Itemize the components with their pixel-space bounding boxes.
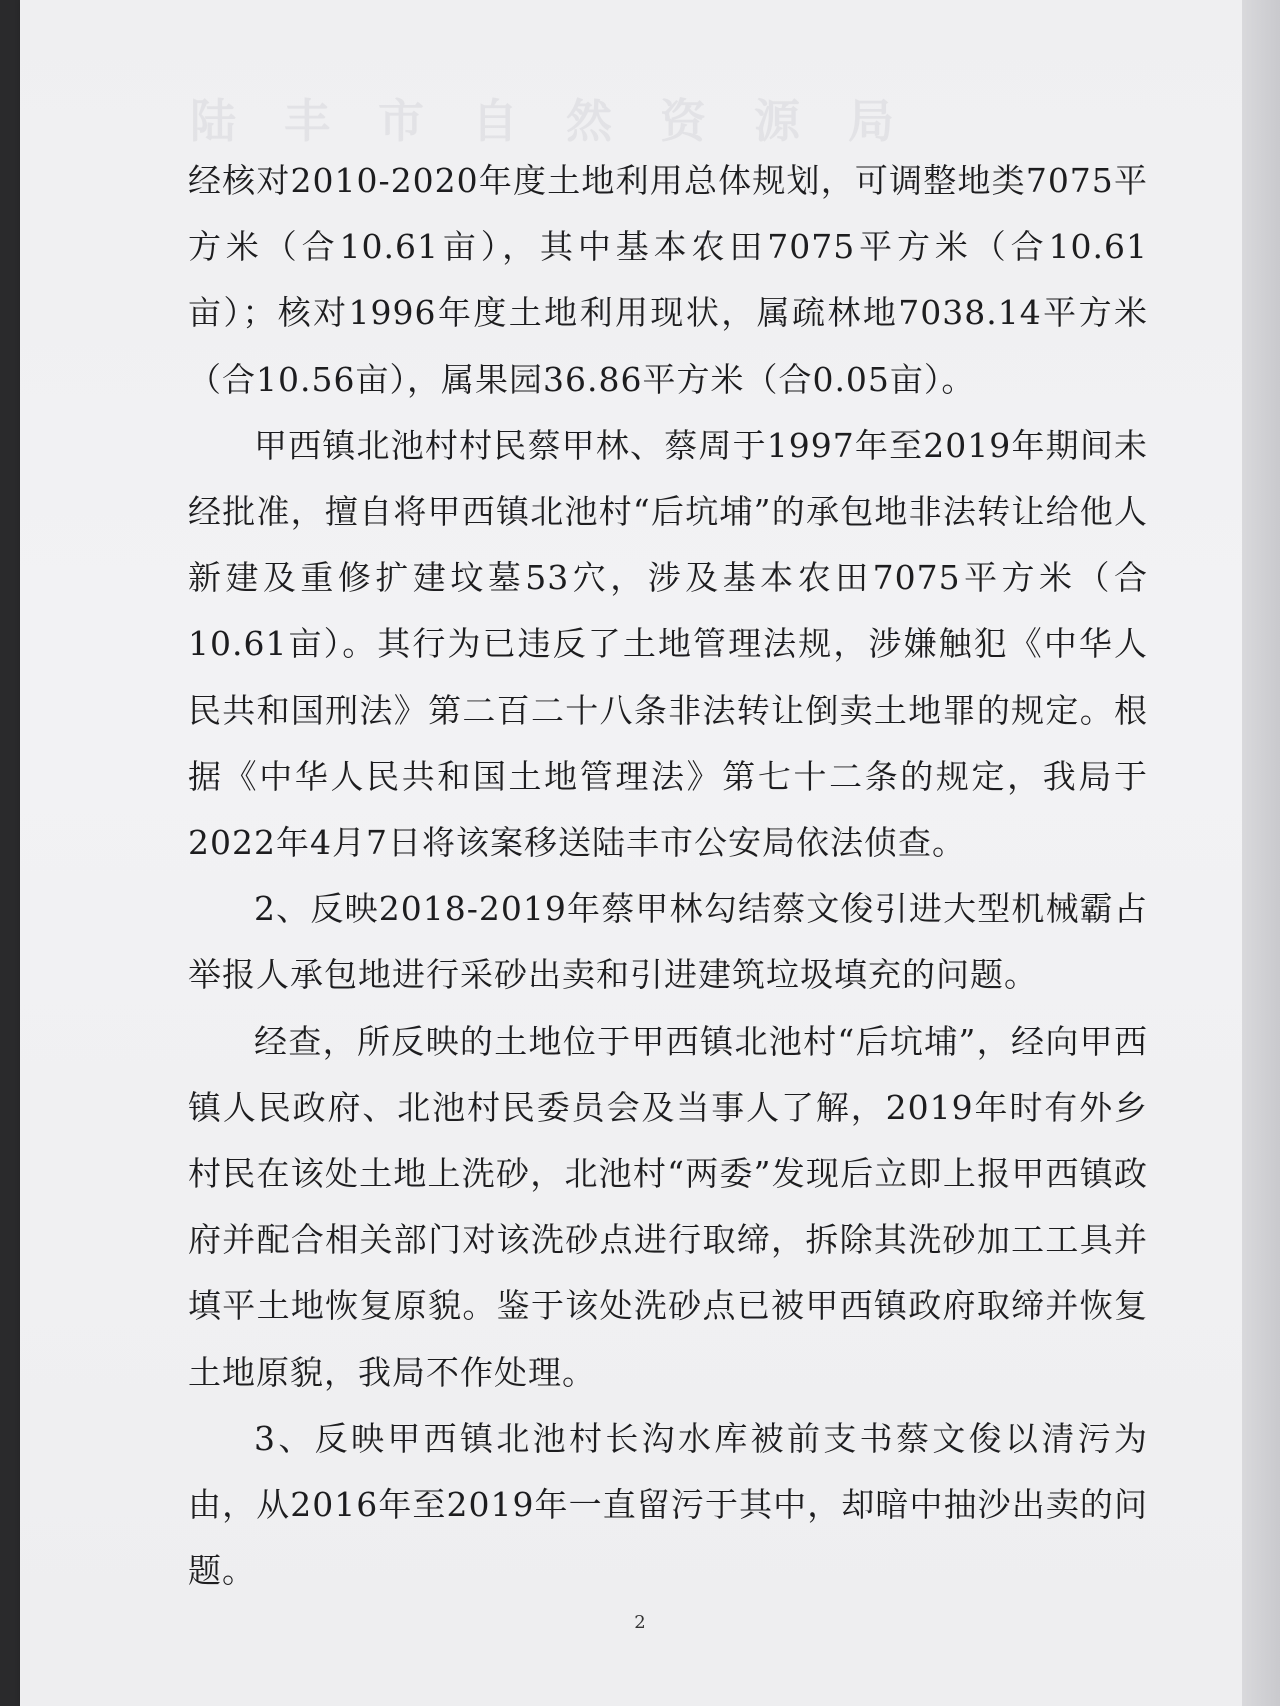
page-edge-strip [1242,0,1280,1706]
paragraph-investigation: 经查，所反映的土地位于甲西镇北池村“后坑埔”，经向甲西镇人民政府、北池村民委员会及当事人了解，2019年时有外乡村民在该处土地上洗砂，北池村“两委”发现后立即上报甲西镇政府并配合相关部门对该洗砂点进行取缔，拆除其洗砂加工工具并填平土地恢复原貌。鉴于该处洗砂点已被甲西镇政府取缔并恢复土地原貌，我局不作处理。 [188,1021,1148,1392]
paragraph-illegal-transfer: 甲西镇北池村村民蔡甲林、蔡周于1997年至2019年期间未经批准，擅自将甲西镇北池村“后坑埔”的承包地非法转让给他人新建及重修扩建坟墓53穴，涉及基本农田7075平方米（合10.61亩）。其行为已违反了土地管理法规，涉嫌触犯《中华人民共和国刑法》第二百二十八条非法转让倒卖土地罪的规定。根据《中华人民共和国土地管理法》第七十二条的规定，我局于2022年4月7日将该案移送陆丰市公安局依法侦查。 [188,425,1148,863]
document-body [188,148,1148,1604]
letterhead-bleed-through: 陆丰市自然资源局 [190,94,942,148]
paragraph-item-3: 3、反映甲西镇北池村长沟水库被前支书蔡文俊以清污为由，从2016年至2019年一直留污于其中，却暗中抽沙出卖的问题。 [188,1418,1148,1591]
page-number: 2 [634,1612,646,1633]
paragraph-land-survey: 经核对2010-2020年度土地利用总体规划，可调整地类7075平方米（合10.61亩），其中基本农田7075平方米（合10.61亩）；核对1996年度土地利用现状，属疏林地7038.14平方米（合10.56亩），属果园36.86平方米（合0.05亩）。 [188,161,1148,399]
paragraph-item-2: 2、反映2018-2019年蔡甲林勾结蔡文俊引进大型机械霸占举报人承包地进行采砂出卖和引进建筑垃圾填充的问题。 [188,889,1148,995]
